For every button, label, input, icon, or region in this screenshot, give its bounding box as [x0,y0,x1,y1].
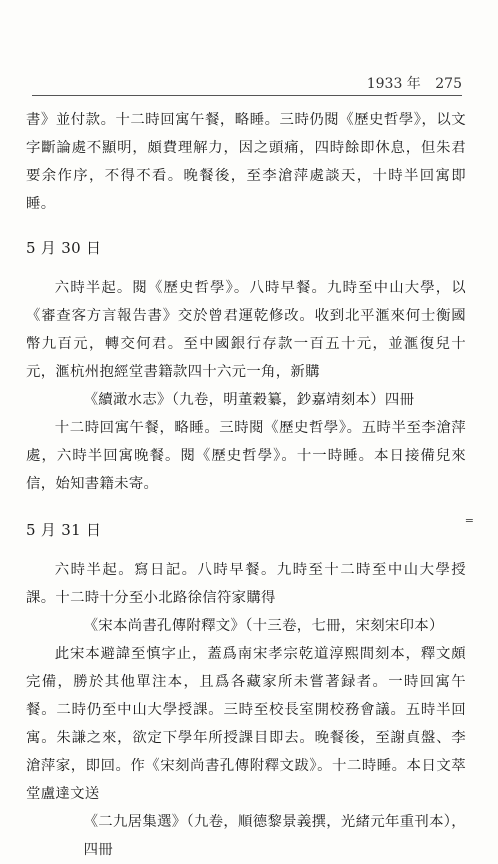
book-title-line: 《續澉水志》（九卷，明董穀纂，鈔嘉靖刻本）四冊 [83,392,415,408]
diary-paragraph: 六時半起。閱《歷史哲學》。八時早餐。九時至中山大學，以《審查客方言報告書》交於曾君運乾修改。收到北平滙來何士衡國幣九百元，轉交何君。至中國銀行存款一百五十元，並滙復兒十元，滙杭州抱經堂書籍款四十六元一角，新購 [26,280,466,380]
diary-body [26,106,466,864]
running-header [32,73,462,96]
diary-paragraph: 六時半起。寫日記。八時早餐。九時至十二時至中山大學授課。十二時十分至小北路徐信符家購得 [26,562,466,606]
entry-date: 5 月 30 日 [26,239,102,257]
book-title-line: 《宋本尚書孔傳附釋文》（十三卷，七冊，宋刻宋印本） [83,618,444,634]
diary-paragraph: 十二時回寓午餐，略睡。三時閱《歷史哲學》。五時半至李滄萍處，六時半回寓晚餐。閱《歷史哲學》。十一時睡。本日接備兒來信，始知書籍未寄。 [26,420,466,492]
page-number: 275 [435,76,462,92]
header-year: 1933 年 [366,76,421,92]
entry-date: 5 月 31 日 [26,521,102,539]
diary-paragraph: 此宋本避諱至慎字止，蓋爲南宋孝宗乾道淳熙間刻本，釋文頗完備，勝於其他單注本，且爲各藏家所未嘗著録者。一時回寓午餐。二時仍至中山大學授課。三時至校長室開校務會議。五時半回寓。朱謙之來，欲定下學年所授課目即去。晚餐後，至謝貞盤、李滄萍家，即回。作《宋刻尚書孔傳附釋文跋》。十二時睡。本日文萃堂盧達文送 [26,646,466,802]
book-title-line: 《二九居集選》（九卷，順德黎景義撰，光緒元年重刊本），四冊 [83,814,466,858]
margin-mark: = [464,514,474,527]
continuation-paragraph: 書》並付款。十二時回寓午餐，略睡。三時仍閱《歷史哲學》，以文字斷論處不顯明，頗費理解力，因之頭痛，四時餘即休息，但朱君要余作序，不得不看。晚餐後，至李滄萍處談天，十時半回寓即睡。 [26,112,466,212]
